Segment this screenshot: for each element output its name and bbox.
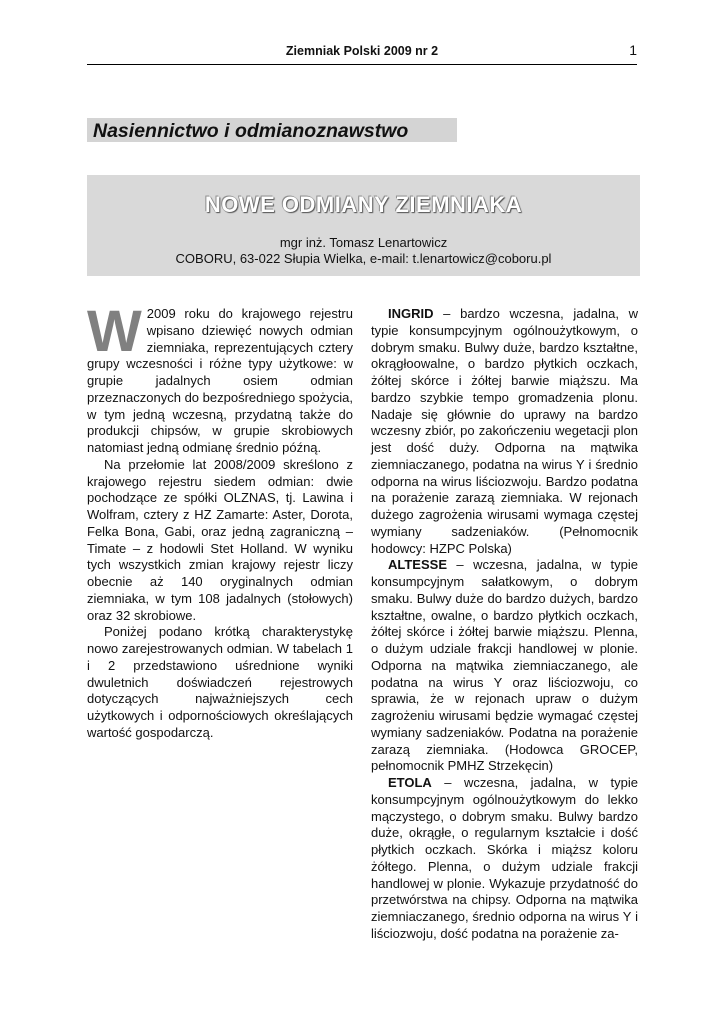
variety-description: – bardzo wczesna, jadalna, w typie konsumpcyjnym ogólnoużytkowym, o dobrym smaku. Bulwy duże, bardzo kształtne, okrągłoowalne, o bardzo płytkich oczkach, żółtej skórce i żółtej barwie miąższu. Ma bardzo szybkie tempo gromadzenia plonu. Nadaje się głównie do uprawy na bardzo wczesny zbiór, po zakończeniu wegetacji plon jest dość duży. Odporna na mątwika ziemniaczanego, podatna na wirus Y i średnio odporna na wirus liściozwoju. Bardzo podatna na porażenie zarazą ziemniaka. W rejonach dużego zagrożenia wirusami wymaga częstej wymiany sadzeniaków. (Pełnomocnik hodowcy: HZPC Polska) [371, 306, 638, 556]
variety-entry-ingrid [371, 306, 638, 557]
variety-name: INGRID [388, 306, 434, 321]
variety-description: – wczesna, jadalna, w typie konsumpcyjnym ogólnoużytkowym do lekko mączystego, o dobrym smaku. Bulwy bardzo duże, okrągłe, o regularnym kształcie i dość płytkich oczkach. Skórka i miąższ koloru żółtego. Plenna, o dużym udziale frakcji handlowej w plonie. Wykazuje przydatność do przetwórstwa na chipsy. Odporna na mątwika ziemniaczanego, średnio odporna na wirus Y i liściozwoju, dość podatna na porażenie za- [371, 775, 638, 941]
paragraph-removed-varieties: Na przełomie lat 2008/2009 skreślono z krajowego rejestru siedem odmian: dwie pochodzące ze spółki OLZNAS, tj. Lawina i Wolfram, cztery z HZ Zamarte: Aster, Dorota, Felka Bona, Gabi, oraz jedną zagraniczną – Timate – z hodowli Stet Holland. W wyniku tych wszystkich zmian krajowy rejestr liczy obecnie aż 140 oryginalnych odmian ziemniaka, w tym 108 jadalnych (stołowych) oraz 32 skrobiowe. [87, 456, 353, 623]
page-header [87, 42, 637, 65]
section-heading: Nasiennictwo i odmianoznawstwo [87, 118, 457, 142]
article-title: NOWE ODMIANY ZIEMNIAKA [204, 192, 523, 217]
variety-name: ETOLA [388, 775, 432, 790]
variety-entry-altesse [371, 557, 638, 775]
author: mgr inż. Tomasz Lenartowicz [279, 235, 448, 250]
variety-name: ALTESSE [388, 557, 447, 573]
page-number: 1 [629, 42, 637, 58]
paragraph-characteristics: Poniżej podano krótką charakterystykę nowo zarejestrowanych odmian. W tabelach 1 i 2 przedstawiono uśrednione wyniki dwuletnich doświadczeń rejestrowych dotyczących najważniejszych cech użytkowych i odpornościowych określających wartość gospodarczą. [87, 624, 353, 740]
right-column [371, 306, 638, 943]
intro-text: 2009 roku do krajowego rejestru wpisano dziewięć nowych odmian ziemniaka, reprezentujących cztery grupy wczesności i różne typy użytkowe: w grupie jadalnych osiem odmian przeznaczonych do bezpośredniego spożycia, w tym jedną wczesną, przydatną także do produkcji chipsów, w grupie skrobiowych natomiast jedną odmianę średnio późną. [87, 306, 353, 455]
affiliation: COBORU, 63-022 Słupia Wielka, e-mail: t.lenartowicz@coboru.pl [175, 251, 552, 266]
journal-title: Ziemniak Polski 2009 nr 2 [285, 44, 439, 58]
drop-cap: W [87, 299, 142, 364]
variety-description: – wczesna, jadalna, w typie konsumpcyjnym sałatkowym, o dobrym smaku. Bulwy duże do bardzo dużych, bardzo kształtne, owalne, o bardzo płytkich oczkach, żółtej skórce i żółtej barwie miąższu. Plenna, o dużym udziale frakcji handlowej w plonie. Odporna na mątwika ziemniaczanego, ale podatna na wirus Y oraz liściozwoju, co sprawia, że w rejonach upraw o dużym zagrożeniu wirusami będzie wymagać częstej wymiany sadzeniaków. Podatna na porażenie zarazą ziemniaka. (Hodowca GROCEP, pełnomocnik PMHZ Strzekęcin) [371, 557, 638, 774]
title-box [87, 175, 640, 276]
left-column [87, 299, 353, 742]
intro-paragraph [87, 299, 353, 457]
variety-entry-etola [371, 775, 638, 943]
